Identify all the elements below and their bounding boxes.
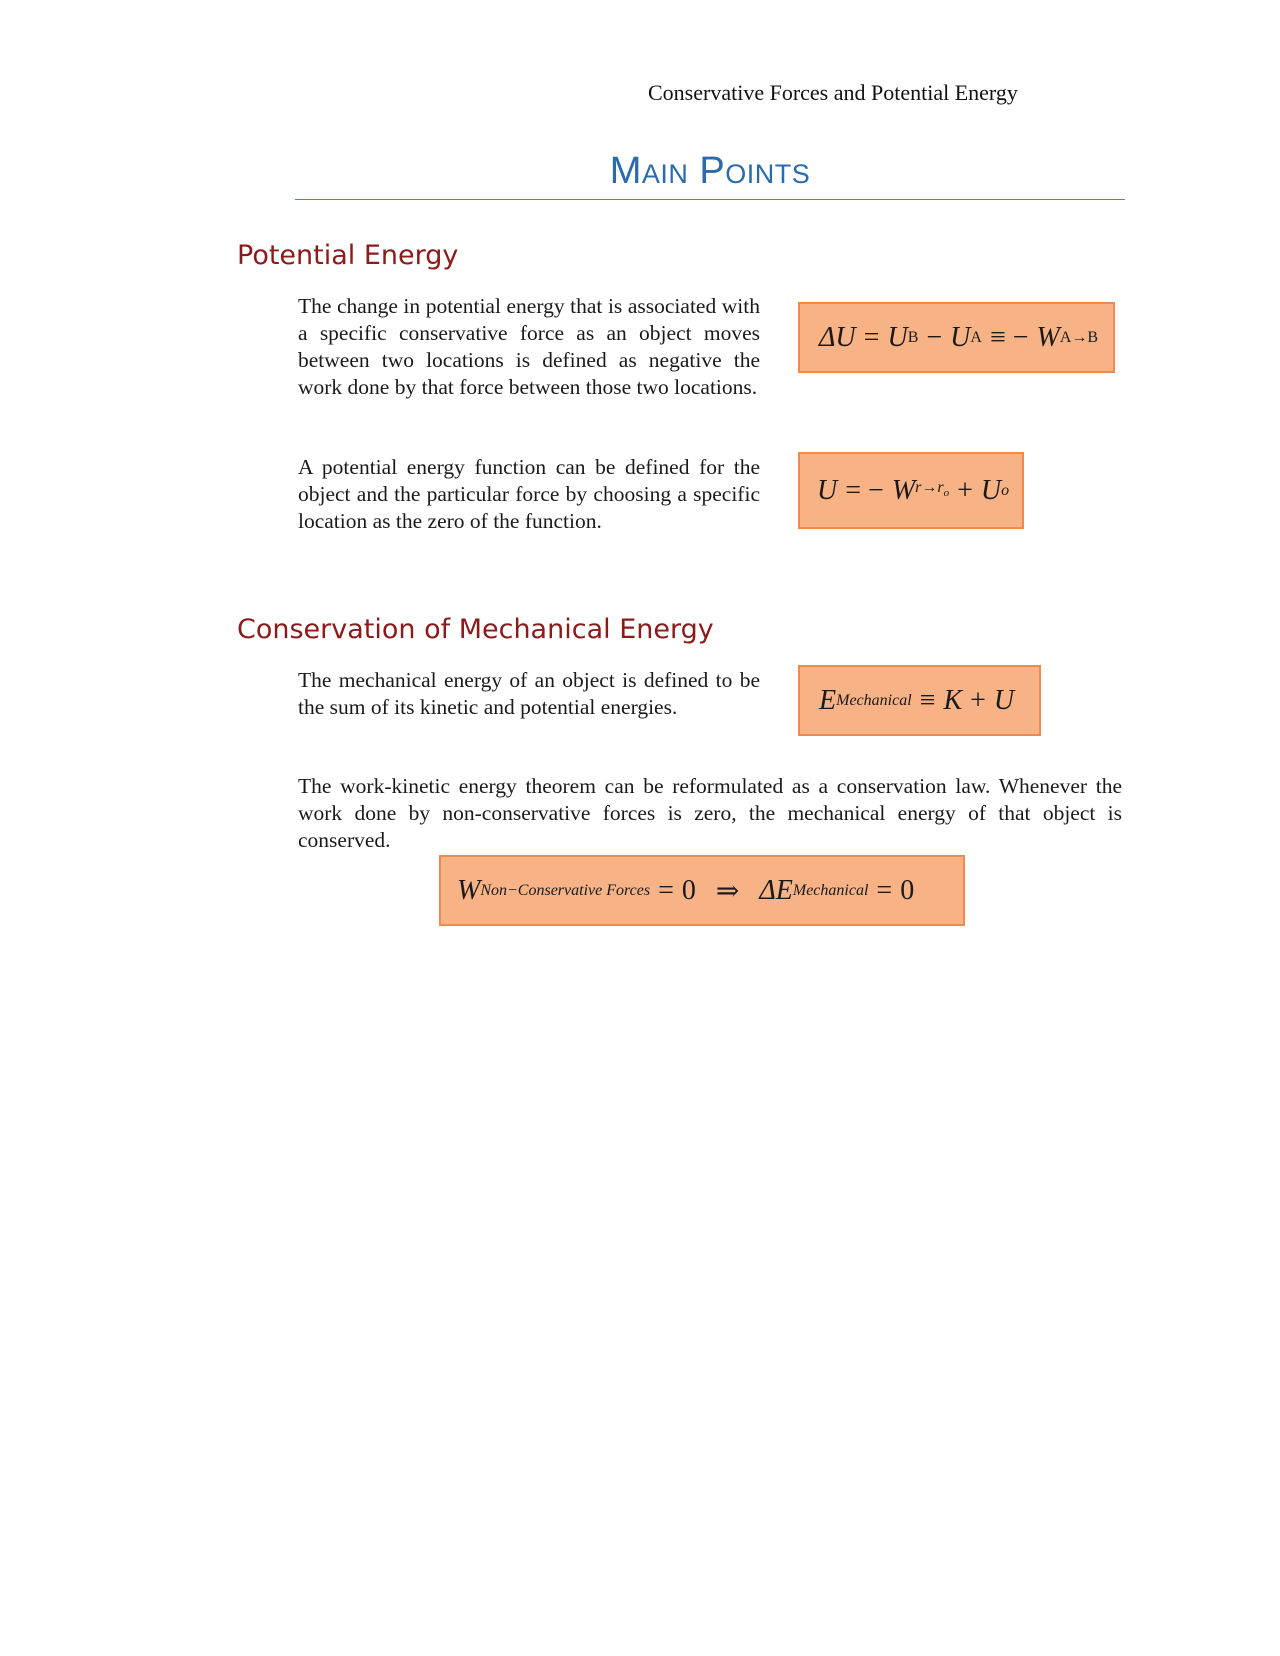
eq-w: W (891, 474, 916, 506)
eq-equals-2: = (876, 874, 893, 906)
equation-box-delta-u: ΔU = U B − U A ≡ − W A→B (798, 302, 1115, 373)
section-heading-potential-energy: Potential Energy (237, 240, 459, 271)
eq-delta-e-sub-text: Mechanical (792, 881, 869, 899)
eq-e-sub-text: Mechanical (836, 691, 912, 709)
page-title: Main Points (609, 150, 811, 192)
eq-u: U (993, 684, 1015, 716)
section-heading-conservation: Conservation of Mechanical Energy (237, 614, 714, 645)
equation-box-conservation (439, 855, 965, 926)
eq-w-sub-text: Non−Conservative Forces (480, 881, 651, 899)
eq-u-zero-sub-text: o (1001, 481, 1010, 499)
eq-w: W (1036, 321, 1060, 353)
eq-zero-2: 0 (900, 874, 915, 906)
equation-box-u-function (798, 452, 1024, 529)
eq-delta-u: ΔU (819, 321, 856, 353)
eq-minus: − (926, 321, 943, 353)
eq-equals: = (863, 321, 880, 353)
eq-identical: ≡ (919, 684, 936, 716)
paragraph-conservation-law: The work-kinetic energy theorem can be reformulated as a conservation law. Whenever the work done by non-conservative forces is zero, the mechanical energy of that object is conserved. (298, 774, 1122, 852)
eq-equals: = (658, 874, 674, 906)
eq-e: E (819, 684, 837, 716)
eq-plus: + (957, 474, 973, 506)
eq-zero-1: 0 (681, 874, 696, 906)
eq-k: K (943, 684, 963, 716)
eq-equals: = − (845, 474, 884, 506)
running-header: Conservative Forces and Potential Energy (648, 80, 1018, 105)
eq-plus: + (970, 684, 986, 716)
eq-w: W (457, 874, 481, 906)
paragraph-mechanical-energy-definition: The mechanical energy of an object is defined to be the sum of its kinetic and potential energies. (298, 668, 760, 719)
eq-u-zero: U (980, 474, 1002, 506)
eq-delta-e: ΔE (759, 874, 793, 906)
eq-implies: ⇒ (715, 875, 740, 907)
equation-box-mechanical-energy (798, 665, 1041, 736)
eq-w-sub-o (944, 487, 950, 499)
eq-identical: ≡ − (989, 321, 1029, 353)
eq-u-a: U (950, 321, 971, 353)
paragraph-potential-energy-function: A potential energy function can be defined for the object and the particular force by choosing a specific location as the zero of the function. (298, 455, 760, 533)
eq-u: U (817, 474, 838, 506)
title-rule (295, 199, 1125, 200)
eq-w-sub-o-text: o (943, 487, 950, 499)
eq-w-sub-text: r→r (915, 479, 944, 496)
eq-u-b: U (887, 321, 908, 353)
paragraph-potential-energy-definition: The change in potential energy that is associated with a specific conservative force as an object moves between two locations is defined as negative the work done by that force between those two locations. (298, 294, 760, 399)
